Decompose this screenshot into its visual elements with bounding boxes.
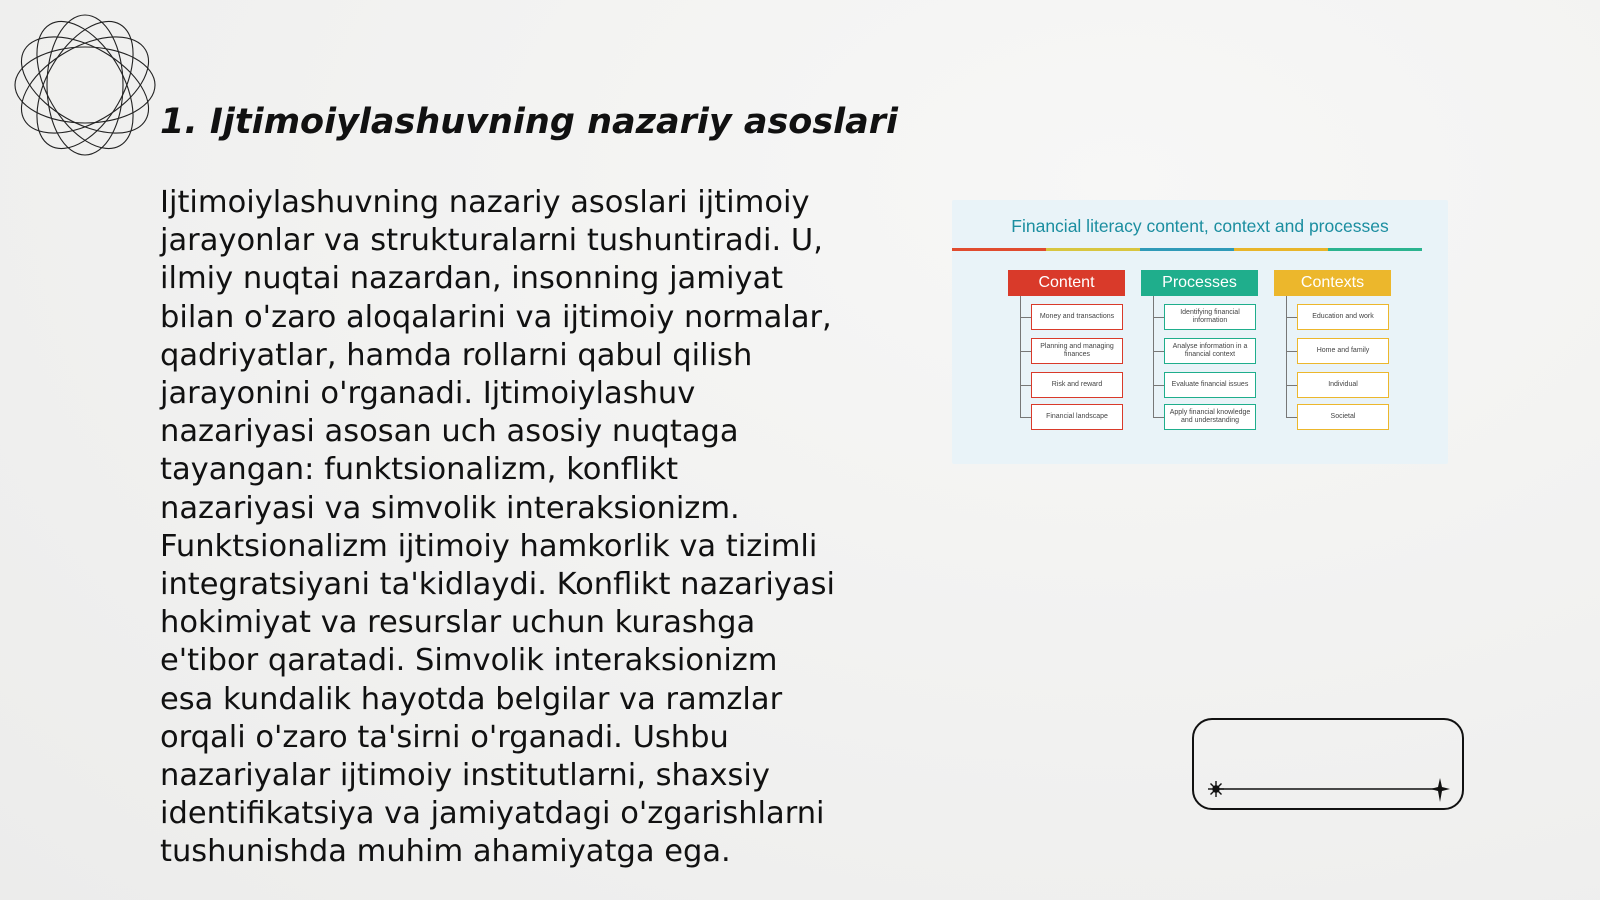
rule-segment <box>1328 248 1422 251</box>
column-heading-contexts: Contexts <box>1274 270 1391 296</box>
column-heading-content: Content <box>1008 270 1125 296</box>
rule-segment <box>1046 248 1140 251</box>
diagram-item: Analyse information in a financial context <box>1164 338 1256 364</box>
diagram-item: Education and work <box>1297 304 1389 330</box>
diagram-item: Evaluate financial issues <box>1164 372 1256 398</box>
rule-segment <box>952 248 1046 251</box>
diagram-item: Money and transactions <box>1031 304 1123 330</box>
star-icon <box>1430 778 1450 802</box>
spirograph-logo-icon <box>10 10 160 160</box>
diagram-item: Individual <box>1297 372 1389 398</box>
slide-body-text: Ijtimoiylashuvning nazariy asoslari ijtimoiy jarayonlar va strukturalarni tushuntiradi. U, ilmiy nuqtai nazardan, insonning jamiyat bilan o'zaro aloqalarini va ijtimoiy normalar, qadriyatlar, hamda rollarni qabul qilish jarayonini o'rganadi. Ijtimoiylashuv nazariyasi asosan uch asosiy nuqtaga tayangan: funktsionalizm, konflikt nazariyasi va simvolik interaksionizm. Funktsionalizm ijtimoiy hamkorlik va tizimli integratsiyani ta'kidlaydi. Konflikt nazariyasi hokimiyat va resurslar uchun kurashga e'tibor qaratadi. Simvolik interaksionizm esa kundalik hayotda belgilar va ramzlar orqali o'zaro ta'sirni o'rganadi. Ushbu nazariyalar ijtimoiy institutlarni, shaxsiy identifikatsiya va jamiyatdagi o'zgarishlarni tushunishda muhim ahamiyatga ega. <box>160 185 835 870</box>
diagram-item: Planning and managing finances <box>1031 338 1123 364</box>
diagram-item: Apply financial knowledge and understanding <box>1164 404 1256 430</box>
rule-segment <box>1140 248 1234 251</box>
diagram-item: Societal <box>1297 404 1389 430</box>
rule-segment <box>1234 248 1328 251</box>
slide-title: 1. Ijtimoiylashuvning nazariy asoslari <box>160 102 899 142</box>
tree-connector <box>1286 296 1287 417</box>
diagram-item: Identifying financial information <box>1164 304 1256 330</box>
figure-title: Financial literacy content, context and processes <box>1011 216 1389 236</box>
diagram-item: Financial landscape <box>1031 404 1123 430</box>
timeline-box <box>1192 718 1464 810</box>
figure-title-rule <box>952 248 1422 251</box>
tree-connector <box>1153 296 1154 417</box>
sparkle-icon <box>1208 781 1224 797</box>
tree-connector <box>1020 296 1021 417</box>
diagram-item: Home and family <box>1297 338 1389 364</box>
financial-literacy-figure <box>952 200 1448 464</box>
timeline-graphic <box>1194 720 1466 812</box>
column-heading-processes: Processes <box>1141 270 1258 296</box>
diagram-item: Risk and reward <box>1031 372 1123 398</box>
